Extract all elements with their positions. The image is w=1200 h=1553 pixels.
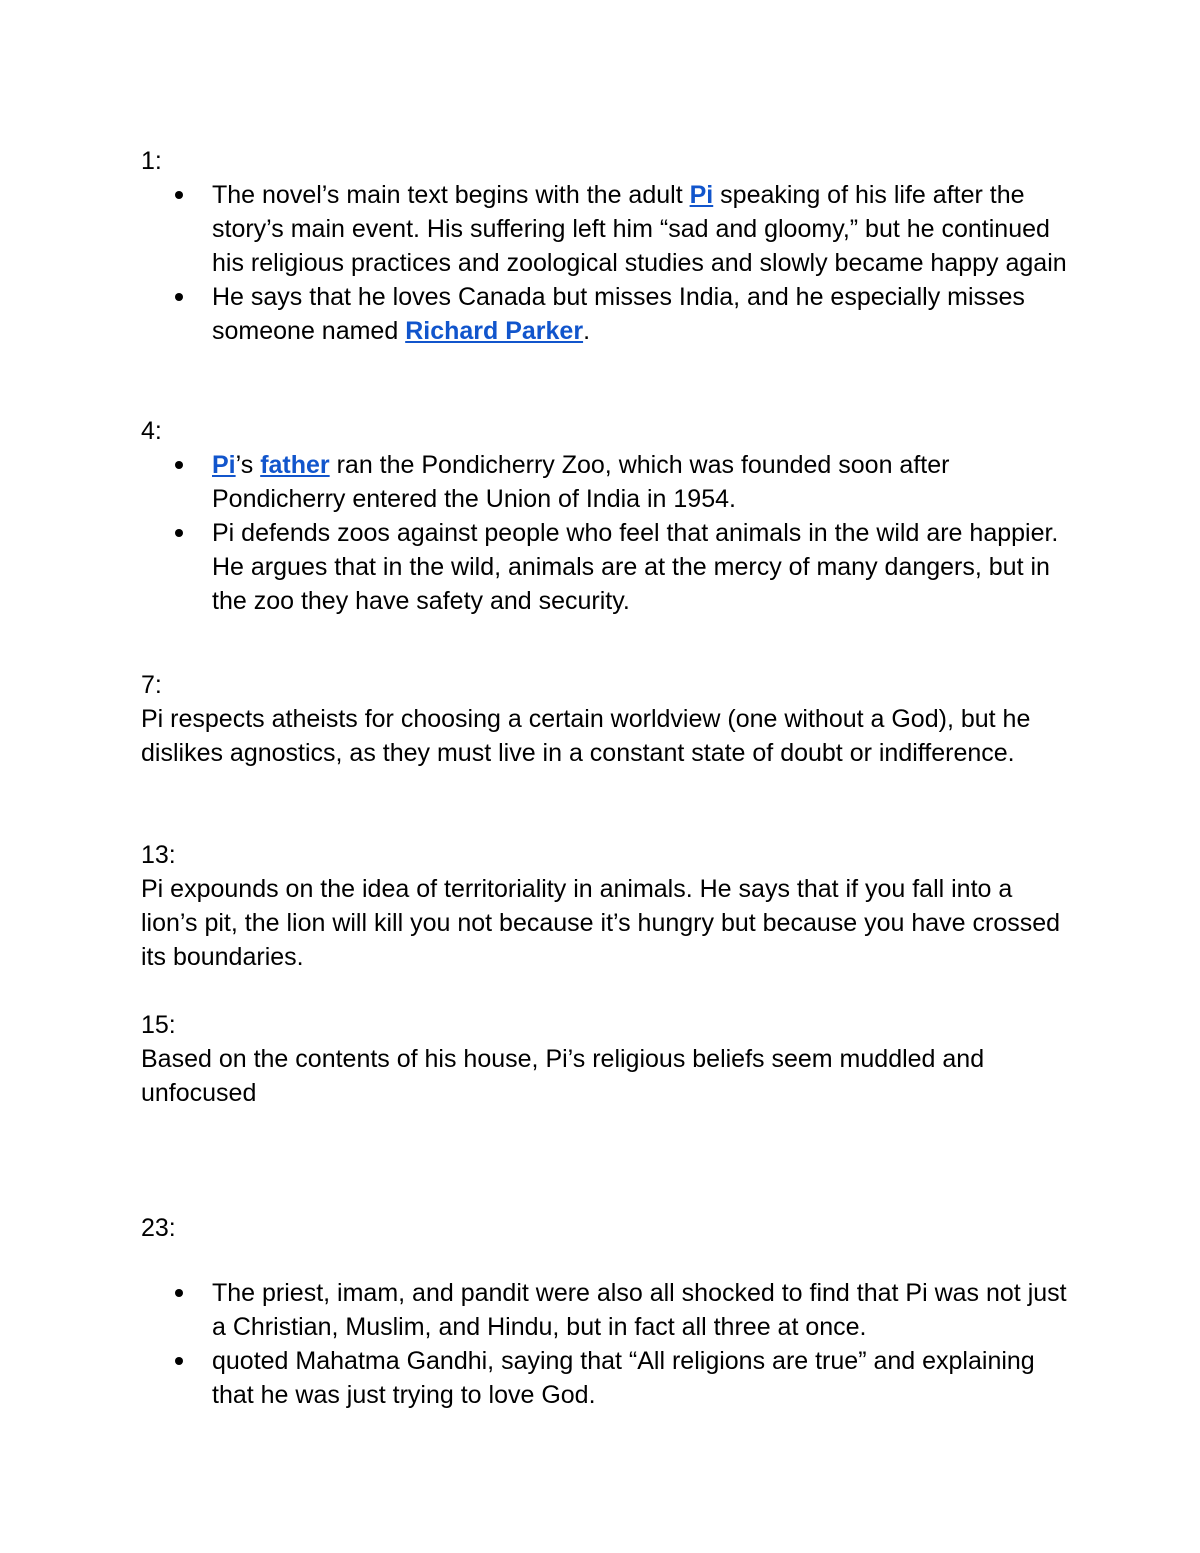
bullet-icon <box>175 1289 183 1297</box>
bullet-icon <box>175 1357 183 1365</box>
section-23 <box>141 1211 1071 1412</box>
item-text: The priest, imam, and pandit were also all shocked to find that Pi was not just a Christian, Muslim, and Hindu, but in fact all three at once. <box>212 1279 1067 1341</box>
section-heading: 15: <box>141 1011 176 1039</box>
list-item <box>141 1276 1071 1344</box>
section-1 <box>141 144 1071 348</box>
link-pi[interactable]: Pi <box>689 181 714 209</box>
link-father[interactable]: father <box>260 451 330 479</box>
list-item <box>141 280 1071 348</box>
paragraph: Pi expounds on the idea of territoriality in animals. He says that if you fall into a lion’s pit, the lion will kill you not because it’s hungry but because you have crossed its boundaries. <box>141 875 1061 971</box>
item-text: . <box>583 317 591 345</box>
bullet-icon <box>175 529 183 537</box>
bullet-icon <box>175 191 183 199</box>
paragraph: Pi respects atheists for choosing a certain worldview (one without a God), but he dislikes agnostics, as they must live in a constant state of doubt or indifference. <box>141 705 1031 767</box>
item-text: He says that he loves Canada but misses India, and he especially misses someone named <box>212 283 1025 345</box>
section-13 <box>141 838 1071 974</box>
link-pi[interactable]: Pi <box>212 451 236 479</box>
bullet-list <box>141 1276 1071 1412</box>
section-heading: 7: <box>141 671 162 699</box>
section-heading: 13: <box>141 841 176 869</box>
item-text: ran the Pondicherry Zoo, which was founded soon after Pondicherry entered the Union of India in 1954. <box>212 451 950 513</box>
item-text: quoted Mahatma Gandhi, saying that “All religions are true” and explaining that he was just trying to love God. <box>212 1347 1035 1409</box>
section-heading: 1: <box>141 147 162 175</box>
link-richard-parker[interactable]: Richard Parker <box>405 317 584 345</box>
item-text: ’s <box>235 451 261 479</box>
section-heading: 4: <box>141 417 162 445</box>
bullet-list <box>141 178 1071 348</box>
list-item <box>141 1344 1071 1412</box>
item-text: speaking of his life after the story’s main event. His suffering left him “sad and gloomy,” but he continued his religious practices and zoological studies and slowly became happy again <box>212 181 1067 277</box>
section-7 <box>141 668 1071 770</box>
list-item <box>141 448 1071 516</box>
bullet-icon <box>175 461 183 469</box>
bullet-list <box>141 448 1071 618</box>
item-text: Pi defends zoos against people who feel that animals in the wild are happier. He argues that in the wild, animals are at the mercy of many dangers, but in the zoo they have safety and security. <box>212 519 1059 615</box>
list-item <box>141 516 1071 618</box>
section-heading: 23: <box>141 1214 176 1242</box>
bullet-icon <box>175 293 183 301</box>
item-text: The novel’s main text begins with the adult <box>212 181 690 209</box>
section-4 <box>141 414 1071 618</box>
paragraph: Based on the contents of his house, Pi’s religious beliefs seem muddled and unfocused <box>141 1045 985 1107</box>
list-item <box>141 178 1071 280</box>
section-15 <box>141 1008 1071 1110</box>
